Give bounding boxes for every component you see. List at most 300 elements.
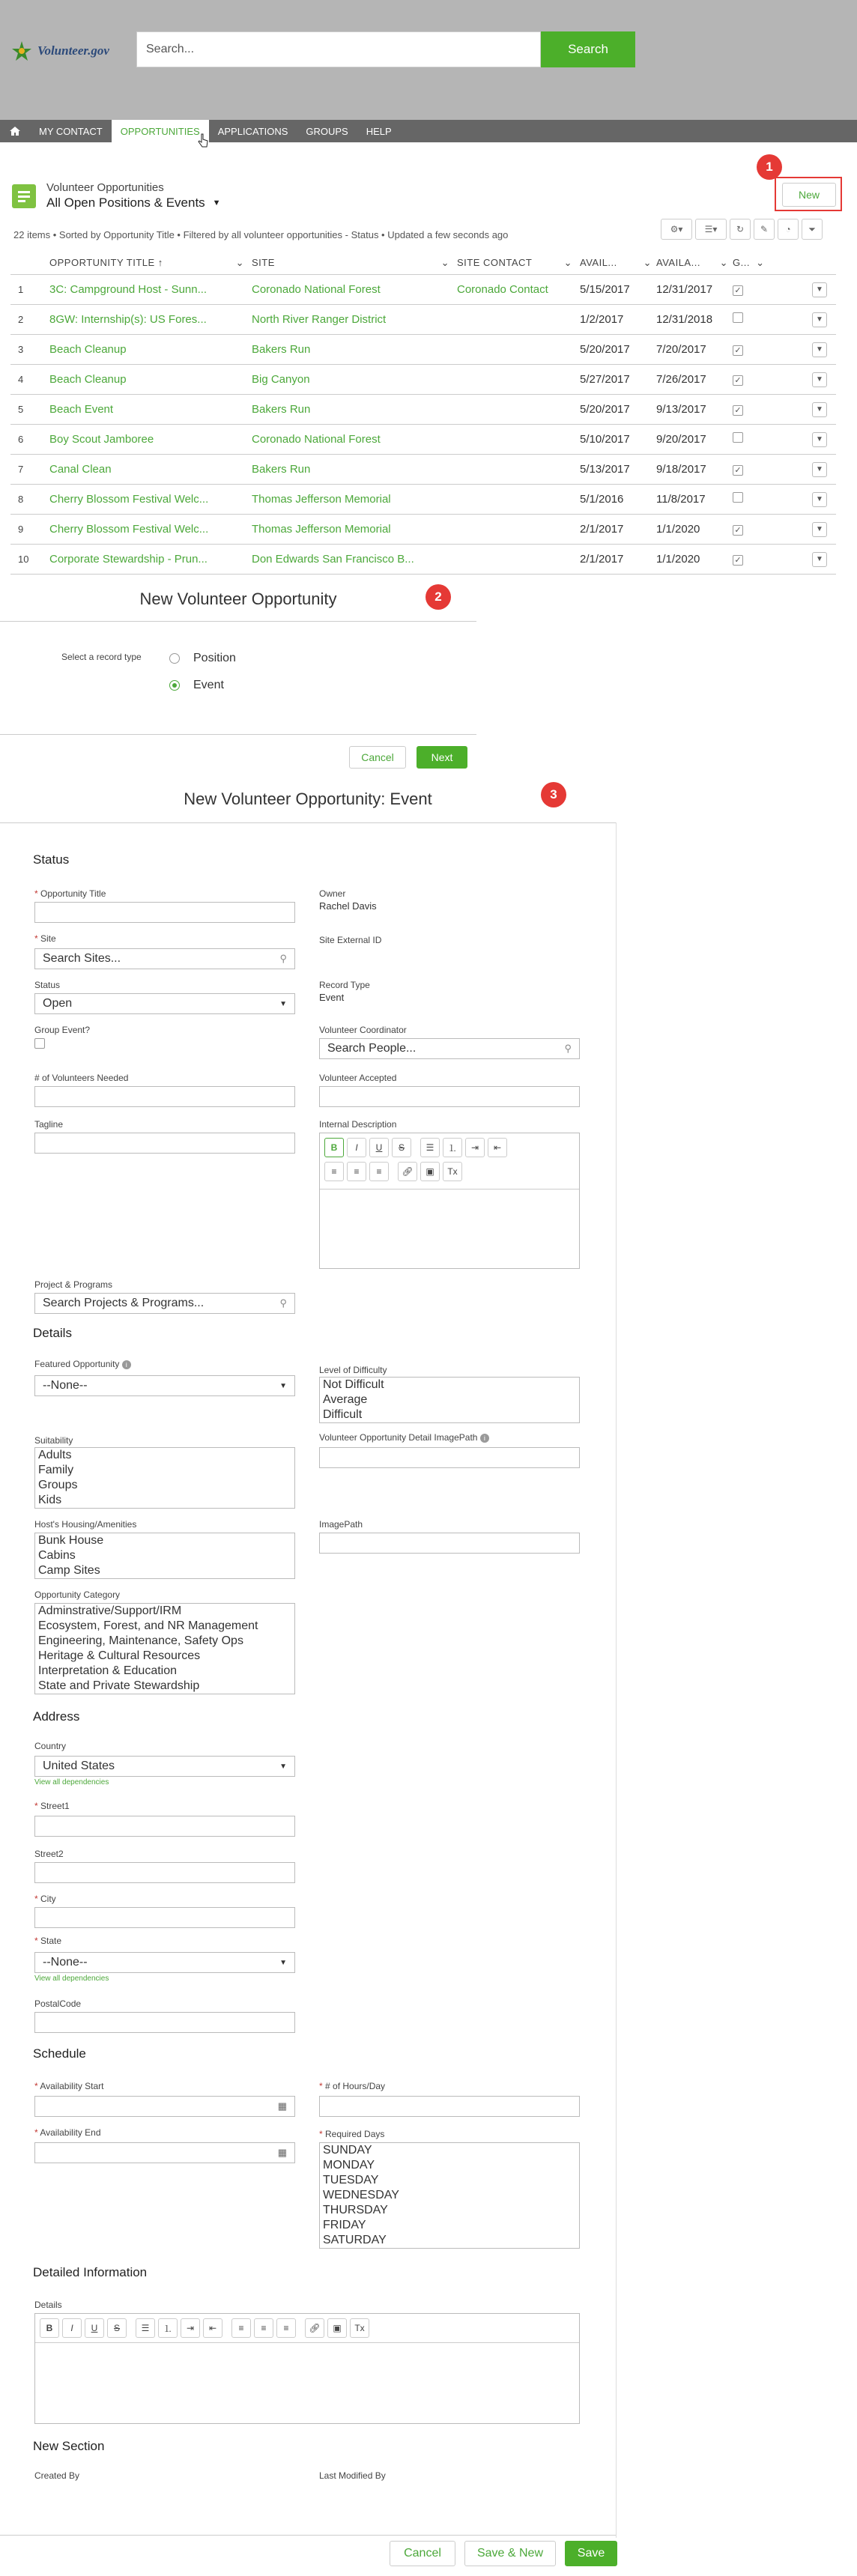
home-icon[interactable]: [0, 120, 30, 142]
list-item[interactable]: Camp Sites: [38, 1564, 100, 1577]
row-action-menu-icon[interactable]: ▼: [812, 402, 827, 417]
city-input[interactable]: [34, 1907, 295, 1928]
row-number: 10: [10, 544, 49, 574]
list-item[interactable]: Ecosystem, Forest, and NR Management: [38, 1619, 258, 1632]
row-action-menu-icon[interactable]: ▼: [812, 432, 827, 447]
row-actions-cell: [776, 394, 836, 424]
label-hours-per-day: * # of Hours/Day: [319, 2081, 386, 2091]
search-input[interactable]: Search...: [136, 31, 541, 67]
availability-end-cell: 9/20/2017: [656, 424, 733, 454]
chart-icon[interactable]: ◔: [778, 219, 799, 240]
site-contact-link[interactable]: [457, 514, 580, 544]
label-state: * State: [34, 1936, 62, 1946]
edit-pencil-icon[interactable]: ✎: [754, 219, 775, 240]
nav-help[interactable]: HELP: [366, 125, 392, 137]
nav-opportunities[interactable]: OPPORTUNITIES: [112, 120, 209, 142]
label-record-type: Record Type: [319, 980, 370, 990]
row-action-menu-icon[interactable]: ▼: [812, 522, 827, 537]
row-number: 2: [10, 304, 49, 334]
chevron-down-icon[interactable]: ⌄: [756, 256, 765, 268]
bullet-list-icon[interactable]: ☰: [136, 2318, 155, 2338]
availability-start-cell: 2/1/2017: [580, 514, 656, 544]
opportunity-title-link[interactable]: Cherry Blossom Festival Welc...: [49, 514, 252, 544]
label-housing-amenities: Host's Housing/Amenities: [34, 1519, 137, 1530]
opportunity-title-link[interactable]: Beach Event: [49, 394, 252, 424]
category-listbox[interactable]: [34, 1603, 295, 1694]
column-header-group-event[interactable]: G... ⌄: [733, 252, 776, 274]
group-event-cell: [733, 364, 776, 394]
suitability-listbox[interactable]: [34, 1447, 295, 1509]
row-actions-cell: [776, 424, 836, 454]
table-row[interactable]: [10, 544, 836, 574]
search-icon: ⚲: [279, 953, 287, 964]
volunteer-accepted-input[interactable]: [319, 1086, 580, 1107]
opportunity-title-link[interactable]: 3C: Campground Host - Sunn...: [49, 274, 252, 304]
site-logo[interactable]: [10, 36, 123, 66]
column-header-site-contact[interactable]: SITE CONTACT ⌄: [457, 252, 580, 274]
list-item[interactable]: Groups: [38, 1479, 78, 1491]
filter-icon[interactable]: ⏷: [802, 219, 823, 240]
label-street1: * Street1: [34, 1801, 70, 1811]
site-contact-link[interactable]: [457, 454, 580, 484]
modal-title: New Volunteer Opportunity: [0, 577, 476, 622]
numbered-list-icon[interactable]: ⒈: [158, 2318, 178, 2338]
group-event-checkbox: ✓: [733, 345, 743, 356]
align-center-icon[interactable]: ≡: [347, 1162, 366, 1181]
list-item[interactable]: State and Private Stewardship: [38, 1679, 200, 1692]
label-volunteers-needed: # of Volunteers Needed: [34, 1073, 129, 1083]
clear-format-icon[interactable]: Tx: [350, 2318, 369, 2338]
availability-end-input[interactable]: [34, 2142, 295, 2163]
chevron-down-icon[interactable]: ⌄: [643, 256, 652, 268]
availability-start-cell: 5/1/2016: [580, 484, 656, 514]
group-event-cell: [733, 454, 776, 484]
internal-description-editor[interactable]: [319, 1133, 580, 1269]
site-contact-link[interactable]: [457, 424, 580, 454]
site-link[interactable]: Don Edwards San Francisco B...: [252, 544, 457, 574]
label-availability-end: * Availability End: [34, 2127, 101, 2138]
image-icon[interactable]: ▣: [327, 2318, 347, 2338]
site-contact-link[interactable]: [457, 484, 580, 514]
list-item[interactable]: MONDAY: [323, 2159, 375, 2172]
site-link[interactable]: Coronado National Forest: [252, 424, 457, 454]
row-number: 3: [10, 334, 49, 364]
opportunity-title-link[interactable]: Canal Clean: [49, 454, 252, 484]
availability-start-cell: 5/27/2017: [580, 364, 656, 394]
country-select[interactable]: United States ▼: [34, 1756, 295, 1777]
availability-end-cell: 11/8/2017: [656, 484, 733, 514]
column-header-title[interactable]: OPPORTUNITY TITLE ↑ ⌄: [49, 252, 252, 274]
list-item[interactable]: Heritage & Cultural Resources: [38, 1649, 201, 1662]
group-event-checkbox[interactable]: [34, 1038, 45, 1049]
label-opportunity-category: Opportunity Category: [34, 1589, 121, 1600]
site-contact-link[interactable]: [457, 304, 580, 334]
site-link[interactable]: North River Ranger District: [252, 304, 457, 334]
row-action-menu-icon[interactable]: ▼: [812, 492, 827, 507]
list-item[interactable]: THURSDAY: [323, 2204, 388, 2216]
site-lookup-input[interactable]: Search Sites... ⚲: [34, 948, 295, 969]
nav-groups[interactable]: GROUPS: [306, 125, 348, 137]
opportunities-table: [10, 252, 836, 575]
annotation-marker-1: 1: [757, 154, 782, 180]
bold-icon[interactable]: B: [40, 2318, 59, 2338]
search-icon: ⚲: [564, 1043, 572, 1054]
row-number: 1: [10, 274, 49, 304]
label-country: Country: [34, 1741, 67, 1751]
table-row[interactable]: [10, 274, 836, 304]
logo-star-icon: [10, 40, 33, 62]
group-event-cell: [733, 544, 776, 574]
list-toolbar: [661, 219, 823, 240]
object-label: Volunteer Opportunities: [46, 181, 164, 194]
label-internal-description: Internal Description: [319, 1119, 397, 1130]
group-event-cell: [733, 304, 776, 334]
label-created-by: Created By: [34, 2470, 80, 2481]
street1-input[interactable]: [34, 1816, 295, 1837]
underline-icon[interactable]: U: [85, 2318, 104, 2338]
owner-value: Rachel Davis: [319, 900, 377, 912]
row-number: 6: [10, 424, 49, 454]
caret-down-icon: ▼: [212, 198, 221, 207]
nav-applications[interactable]: APPLICATIONS: [217, 125, 288, 137]
outdent-icon[interactable]: ⇤: [203, 2318, 222, 2338]
row-number: 7: [10, 454, 49, 484]
section-detailed-information: Detailed Information: [33, 2265, 148, 2279]
row-number: 5: [10, 394, 49, 424]
list-item[interactable]: Difficult: [323, 1408, 363, 1421]
modal-divider: [0, 734, 476, 735]
list-item[interactable]: TUESDAY: [323, 2174, 379, 2186]
search-button[interactable]: Search: [541, 31, 635, 67]
record-type-value: Event: [319, 992, 345, 1003]
nav-my-contact[interactable]: MY CONTACT: [39, 125, 103, 137]
image-icon[interactable]: ▣: [420, 1162, 440, 1181]
record-type-option-event[interactable]: Event: [169, 679, 224, 692]
align-center-icon[interactable]: ≡: [254, 2318, 273, 2338]
availability-end-cell: 1/1/2020: [656, 544, 733, 574]
opportunity-title-link[interactable]: 8GW: Internship(s): US Fores...: [49, 304, 252, 334]
form-right-edge: [616, 822, 617, 2538]
list-item[interactable]: Cabins: [38, 1549, 76, 1562]
availability-start-cell: 1/2/2017: [580, 304, 656, 334]
bold-icon[interactable]: B: [324, 1138, 344, 1157]
italic-icon[interactable]: I: [62, 2318, 82, 2338]
site-contact-link[interactable]: [457, 364, 580, 394]
detail-imagepath-input[interactable]: [319, 1447, 580, 1468]
row-action-menu-icon[interactable]: ▼: [812, 552, 827, 567]
column-header-site[interactable]: SITE ⌄: [252, 252, 457, 274]
bullet-list-icon[interactable]: ☰: [420, 1138, 440, 1157]
volunteers-needed-input[interactable]: [34, 1086, 295, 1107]
caret-down-icon: ▼: [279, 1381, 287, 1390]
featured-opportunity-select[interactable]: --None-- ▼: [34, 1375, 295, 1396]
column-header-avail-end[interactable]: AVAILA... ⌄: [656, 252, 733, 274]
availability-end-cell: 12/31/2018: [656, 304, 733, 334]
underline-icon[interactable]: U: [369, 1138, 389, 1157]
projects-lookup-input[interactable]: Search Projects & Programs... ⚲: [34, 1293, 295, 1314]
rte-toolbar: [320, 1133, 579, 1162]
availability-start-cell: 5/20/2017: [580, 394, 656, 424]
group-event-checkbox: [733, 312, 743, 323]
row-action-menu-icon[interactable]: ▼: [812, 462, 827, 477]
group-event-cell: [733, 424, 776, 454]
details-editor[interactable]: [34, 2313, 580, 2424]
difficulty-listbox[interactable]: [319, 1377, 580, 1423]
modal-cancel-button[interactable]: Cancel: [349, 746, 406, 769]
label-suitability: Suitability: [34, 1435, 73, 1446]
label-tagline: Tagline: [34, 1119, 64, 1130]
site-link[interactable]: Bakers Run: [252, 394, 457, 424]
form-title: New Volunteer Opportunity: Event: [184, 790, 432, 808]
coordinator-lookup-input[interactable]: Search People... ⚲: [319, 1038, 580, 1059]
list-item[interactable]: Kids: [38, 1494, 62, 1506]
availability-start-cell: 5/10/2017: [580, 424, 656, 454]
site-contact-link[interactable]: Coronado Contact: [457, 274, 580, 304]
rte-toolbar: [35, 2314, 579, 2342]
align-right-icon[interactable]: ≡: [369, 1162, 389, 1181]
housing-listbox[interactable]: [34, 1533, 295, 1579]
save-and-new-button[interactable]: Save & New: [464, 2541, 556, 2566]
row-actions-cell: [776, 514, 836, 544]
group-event-cell: [733, 394, 776, 424]
opportunity-title-link[interactable]: Beach Cleanup: [49, 364, 252, 394]
group-event-checkbox: ✓: [733, 555, 743, 566]
table-row[interactable]: [10, 334, 836, 364]
state-view-dependencies-link[interactable]: View all dependencies: [34, 1975, 109, 1983]
row-action-menu-icon[interactable]: ▼: [812, 372, 827, 387]
group-event-checkbox: [733, 432, 743, 443]
list-summary: 22 items • Sorted by Opportunity Title • Filtered by all volunteer opportunities - Status • Updated a few seconds ago: [13, 229, 509, 240]
align-left-icon[interactable]: ≡: [231, 2318, 251, 2338]
list-view-selector[interactable]: [46, 196, 221, 210]
table-row[interactable]: [10, 364, 836, 394]
list-view-name: All Open Positions & Events: [46, 196, 205, 210]
row-action-menu-icon[interactable]: ▼: [812, 312, 827, 327]
rte-toolbar-row2: [320, 1162, 579, 1186]
opportunity-object-icon: [12, 184, 36, 208]
chevron-down-icon[interactable]: ⌄: [719, 256, 728, 268]
label-volunteer-coordinator: Volunteer Coordinator: [319, 1025, 407, 1035]
postal-code-input[interactable]: [34, 2012, 295, 2033]
link-icon[interactable]: 🔗︎: [305, 2318, 324, 2338]
chevron-down-icon[interactable]: ⌄: [563, 256, 572, 268]
label-volunteer-accepted: Volunteer Accepted: [319, 1073, 397, 1083]
label-site: * Site: [34, 933, 56, 944]
site-contact-link[interactable]: [457, 334, 580, 364]
list-item[interactable]: SATURDAY: [323, 2234, 387, 2246]
required-days-listbox[interactable]: [319, 2142, 580, 2249]
site-link[interactable]: Thomas Jefferson Memorial: [252, 484, 457, 514]
caret-down-icon: ▼: [279, 1958, 287, 1967]
list-item[interactable]: Not Difficult: [323, 1378, 384, 1391]
row-actions-cell: [776, 334, 836, 364]
chevron-down-icon[interactable]: ⌄: [440, 256, 449, 268]
site-contact-link[interactable]: [457, 394, 580, 424]
list-item[interactable]: Family: [38, 1464, 74, 1476]
label-detail-imagepath: Volunteer Opportunity Detail ImagePath i: [319, 1432, 489, 1443]
save-button[interactable]: Save: [565, 2541, 617, 2566]
annotation-marker-3: 3: [541, 782, 566, 807]
availability-end-cell: 9/18/2017: [656, 454, 733, 484]
logo-text: Volunteer.gov: [37, 43, 109, 58]
status-select[interactable]: Open ▼: [34, 993, 295, 1014]
label-owner: Owner: [319, 888, 346, 899]
list-item[interactable]: Average: [323, 1393, 368, 1406]
site-contact-link[interactable]: [457, 544, 580, 574]
search-icon: ⚲: [279, 1297, 287, 1309]
label-level-of-difficulty: Level of Difficulty: [319, 1365, 387, 1375]
label-street2: Street2: [34, 1849, 64, 1859]
table-row[interactable]: [10, 394, 836, 424]
section-status: Status: [33, 852, 70, 867]
imagepath-input[interactable]: [319, 1533, 580, 1554]
list-item[interactable]: Adults: [38, 1449, 72, 1461]
availability-start-cell: 5/20/2017: [580, 334, 656, 364]
availability-start-cell: 2/1/2017: [580, 544, 656, 574]
indent-icon[interactable]: ⇥: [465, 1138, 485, 1157]
site-link[interactable]: Bakers Run: [252, 334, 457, 364]
group-event-checkbox: ✓: [733, 405, 743, 416]
availability-start-input[interactable]: [34, 2096, 295, 2117]
modal-next-button[interactable]: Next: [417, 746, 467, 769]
form-footer-divider: [0, 2535, 616, 2536]
availability-end-cell: 12/31/2017: [656, 274, 733, 304]
list-item[interactable]: WEDNESDAY: [323, 2189, 399, 2201]
chevron-down-icon[interactable]: ⌄: [235, 256, 244, 268]
table-row[interactable]: [10, 484, 836, 514]
row-actions-cell: [776, 544, 836, 574]
label-required-days: * Required Days: [319, 2129, 385, 2139]
outdent-icon[interactable]: ⇤: [488, 1138, 507, 1157]
clear-format-icon[interactable]: Tx: [443, 1162, 462, 1181]
info-icon[interactable]: i: [122, 1360, 131, 1369]
column-header-avail-start[interactable]: AVAIL... ⌄: [580, 252, 656, 274]
site-link[interactable]: Thomas Jefferson Memorial: [252, 514, 457, 544]
state-select[interactable]: --None-- ▼: [34, 1952, 295, 1973]
group-event-checkbox: ✓: [733, 525, 743, 536]
row-action-menu-icon[interactable]: ▼: [812, 342, 827, 357]
label-opportunity-title: * Opportunity Title: [34, 888, 106, 899]
strikethrough-icon[interactable]: S: [392, 1138, 411, 1157]
list-item[interactable]: FRIDAY: [323, 2219, 366, 2231]
form-cancel-button[interactable]: Cancel: [390, 2541, 455, 2566]
align-left-icon[interactable]: ≡: [324, 1162, 344, 1181]
row-actions-cell: [776, 274, 836, 304]
row-actions-cell: [776, 454, 836, 484]
opportunity-title-link[interactable]: Corporate Stewardship - Prun...: [49, 544, 252, 574]
row-action-menu-icon[interactable]: ▼: [812, 282, 827, 297]
opportunity-title-input[interactable]: [34, 902, 295, 923]
table-row[interactable]: [10, 424, 836, 454]
tagline-input[interactable]: [34, 1133, 295, 1154]
info-icon[interactable]: i: [480, 1434, 489, 1443]
availability-end-cell: 7/20/2017: [656, 334, 733, 364]
mouse-cursor-icon: [198, 133, 210, 151]
opportunity-title-link[interactable]: Boy Scout Jamboree: [49, 424, 252, 454]
availability-end-cell: 1/1/2020: [656, 514, 733, 544]
street2-input[interactable]: [34, 1862, 295, 1883]
opportunity-title-link[interactable]: Beach Cleanup: [49, 334, 252, 364]
list-item[interactable]: SUNDAY: [323, 2144, 372, 2157]
site-link[interactable]: Coronado National Forest: [252, 274, 457, 304]
row-actions-cell: [776, 364, 836, 394]
radio-event[interactable]: [169, 680, 180, 691]
label-city: * City: [34, 1894, 56, 1904]
calendar-icon[interactable]: ▦: [277, 2147, 287, 2158]
record-type-option-position[interactable]: Position: [169, 652, 236, 665]
section-new-section: New Section: [33, 2439, 105, 2453]
label-details: Details: [34, 2300, 62, 2310]
hours-per-day-input[interactable]: [319, 2096, 580, 2117]
row-actions-cell: [776, 484, 836, 514]
caret-down-icon: ▼: [279, 1762, 287, 1771]
group-event-cell: [733, 274, 776, 304]
label-group-event: Group Event?: [34, 1025, 91, 1035]
list-item[interactable]: Engineering, Maintenance, Safety Ops: [38, 1634, 243, 1647]
record-type-prompt: Select a record type: [61, 652, 142, 662]
table-header-row: [10, 252, 836, 274]
group-event-checkbox: [733, 492, 743, 503]
list-item[interactable]: Bunk House: [38, 1534, 104, 1547]
group-event-checkbox: ✓: [733, 375, 743, 386]
numbered-list-icon[interactable]: ⒈: [443, 1138, 462, 1157]
country-view-dependencies-link[interactable]: View all dependencies: [34, 1778, 109, 1786]
list-item[interactable]: Interpretation & Education: [38, 1664, 178, 1677]
section-details: Details: [33, 1326, 72, 1340]
caret-down-icon: ▼: [279, 999, 287, 1008]
rte-body[interactable]: [35, 2342, 579, 2343]
radio-position[interactable]: [169, 653, 180, 664]
table-row[interactable]: [10, 454, 836, 484]
record-type-modal: [0, 577, 476, 736]
label-featured-opportunity: Featured Opportunity i: [34, 1359, 131, 1369]
availability-end-cell: 7/26/2017: [656, 364, 733, 394]
opportunity-title-link[interactable]: Cherry Blossom Festival Welc...: [49, 484, 252, 514]
display-as-table-icon[interactable]: ☰▾: [695, 219, 727, 240]
site-link[interactable]: Bakers Run: [252, 454, 457, 484]
label-availability-start: * Availability Start: [34, 2081, 104, 2091]
settings-gear-icon[interactable]: ⚙▾: [661, 219, 692, 240]
site-link[interactable]: Big Canyon: [252, 364, 457, 394]
row-actions-cell: [776, 304, 836, 334]
new-button[interactable]: New: [782, 183, 836, 207]
strikethrough-icon[interactable]: S: [107, 2318, 127, 2338]
label-last-modified-by: Last Modified By: [319, 2470, 386, 2481]
group-event-cell: [733, 334, 776, 364]
refresh-icon[interactable]: ↻: [730, 219, 751, 240]
align-right-icon[interactable]: ≡: [276, 2318, 296, 2338]
label-site-external-id: Site External ID: [319, 935, 382, 945]
label-status: Status: [34, 980, 61, 990]
annotation-marker-2: 2: [426, 584, 451, 610]
group-event-checkbox: ✓: [733, 285, 743, 296]
availability-start-cell: 5/13/2017: [580, 454, 656, 484]
main-nav: [0, 120, 857, 142]
label-imagepath: ImagePath: [319, 1519, 363, 1530]
group-event-checkbox: ✓: [733, 465, 743, 476]
table-row[interactable]: [10, 514, 836, 544]
indent-icon[interactable]: ⇥: [181, 2318, 200, 2338]
row-number: 8: [10, 484, 49, 514]
label-projects-programs: Project & Programs: [34, 1279, 113, 1290]
list-item[interactable]: Adminstrative/Support/IRM: [38, 1604, 182, 1617]
calendar-icon[interactable]: ▦: [277, 2100, 287, 2112]
italic-icon[interactable]: I: [347, 1138, 366, 1157]
availability-start-cell: 5/15/2017: [580, 274, 656, 304]
link-icon[interactable]: 🔗︎: [398, 1162, 417, 1181]
table-row[interactable]: [10, 304, 836, 334]
form-title-divider: [0, 822, 616, 823]
